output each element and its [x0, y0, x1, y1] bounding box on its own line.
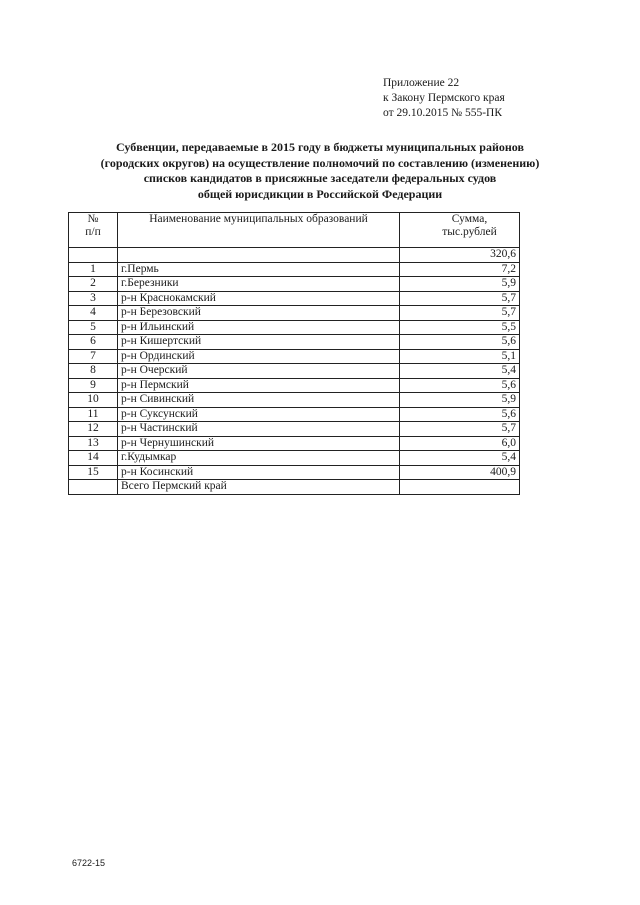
- row-name: г.Пермь: [118, 262, 400, 277]
- header-number-sign: №: [87, 213, 99, 225]
- row-name: р-н Сивинский: [118, 393, 400, 408]
- row-number: 11: [69, 407, 118, 422]
- row-name: [118, 248, 400, 263]
- table-row: [69, 451, 520, 466]
- table-header-row: [69, 213, 520, 248]
- row-sum: 5,7: [400, 291, 520, 306]
- table-row: [69, 277, 520, 292]
- row-number: [69, 480, 118, 495]
- row-name: р-н Пермский: [118, 378, 400, 393]
- row-number: 14: [69, 451, 118, 466]
- header-sum-unit: тыс.рублей: [442, 226, 497, 238]
- footer-code: 6722-15: [72, 858, 106, 868]
- table-row: [69, 422, 520, 437]
- row-name: р-н Косинский: [118, 465, 400, 480]
- table-row: [69, 262, 520, 277]
- title-line-4: общей юрисдикции в Российской Федерации: [197, 186, 443, 201]
- title-line-2: (городских округов) на осуществление полномочий по составлению (изменению): [100, 155, 540, 170]
- row-name: р-н Суксунский: [118, 407, 400, 422]
- title-line-3: списков кандидатов в присяжные заседатели федеральных судов: [143, 171, 497, 185]
- row-sum: 5,5: [400, 320, 520, 335]
- table-row: [69, 291, 520, 306]
- table-row: [69, 393, 520, 408]
- row-sum: 320,6: [400, 248, 520, 263]
- row-sum: 5,4: [400, 451, 520, 466]
- row-sum: 400,9: [400, 465, 520, 480]
- row-sum: 5,6: [400, 335, 520, 350]
- header-sum: [400, 213, 520, 248]
- row-number: 8: [69, 364, 118, 379]
- header-sum-label: Сумма,: [451, 213, 488, 225]
- row-name: р-н Частинский: [118, 422, 400, 437]
- row-number: 10: [69, 393, 118, 408]
- row-number: 12: [69, 422, 118, 437]
- appendix-reference: [383, 76, 505, 121]
- row-number: [69, 248, 118, 263]
- row-sum: 5,1: [400, 349, 520, 364]
- row-number: 2: [69, 277, 118, 292]
- table-row: [69, 364, 520, 379]
- row-name: р-н Кишертский: [118, 335, 400, 350]
- table-row: [69, 248, 520, 263]
- row-number: 15: [69, 465, 118, 480]
- row-number: 6: [69, 335, 118, 350]
- row-sum: 6,0: [400, 436, 520, 451]
- subsidy-table: [68, 212, 520, 495]
- row-sum: 5,7: [400, 422, 520, 437]
- table-row: [69, 436, 520, 451]
- row-sum: 7,2: [400, 262, 520, 277]
- header-number: [69, 213, 118, 248]
- table-row: [69, 320, 520, 335]
- row-name: р-н Ильинский: [118, 320, 400, 335]
- row-name: Всего Пермский край: [118, 480, 400, 495]
- row-sum: 5,6: [400, 407, 520, 422]
- row-sum: 5,6: [400, 378, 520, 393]
- table-body: [69, 248, 520, 495]
- row-number: 9: [69, 378, 118, 393]
- table-row: [69, 306, 520, 321]
- row-name: г.Кудымкар: [118, 451, 400, 466]
- title-line-1: Субвенции, передаваемые в 2015 году в бюджеты муниципальных районов: [116, 140, 524, 154]
- appendix-law: к Закону Пермского края: [383, 92, 505, 104]
- row-number: 5: [69, 320, 118, 335]
- row-number: 4: [69, 306, 118, 321]
- appendix-date: от 29.10.2015 № 555-ПК: [383, 107, 503, 119]
- row-name: р-н Чернушинский: [118, 436, 400, 451]
- row-sum: 5,4: [400, 364, 520, 379]
- appendix-number: Приложение 22: [383, 77, 460, 89]
- table-row: [69, 407, 520, 422]
- row-name: р-н Очерский: [118, 364, 400, 379]
- document-title: [60, 140, 580, 202]
- table-row: [69, 465, 520, 480]
- row-name: р-н Краснокамский: [118, 291, 400, 306]
- header-name: Наименование муниципальных образований: [118, 213, 400, 248]
- row-number: 7: [69, 349, 118, 364]
- row-number: 1: [69, 262, 118, 277]
- table-row: [69, 378, 520, 393]
- row-name: р-н Березовский: [118, 306, 400, 321]
- table-row: [69, 335, 520, 350]
- row-name: г.Березники: [118, 277, 400, 292]
- row-number: 3: [69, 291, 118, 306]
- table-row: [69, 480, 520, 495]
- row-sum: 5,9: [400, 393, 520, 408]
- header-number-pp: п/п: [85, 226, 101, 238]
- row-sum: 5,9: [400, 277, 520, 292]
- row-sum: [400, 480, 520, 495]
- row-sum: 5,7: [400, 306, 520, 321]
- table-row: [69, 349, 520, 364]
- row-number: 13: [69, 436, 118, 451]
- row-name: р-н Ординский: [118, 349, 400, 364]
